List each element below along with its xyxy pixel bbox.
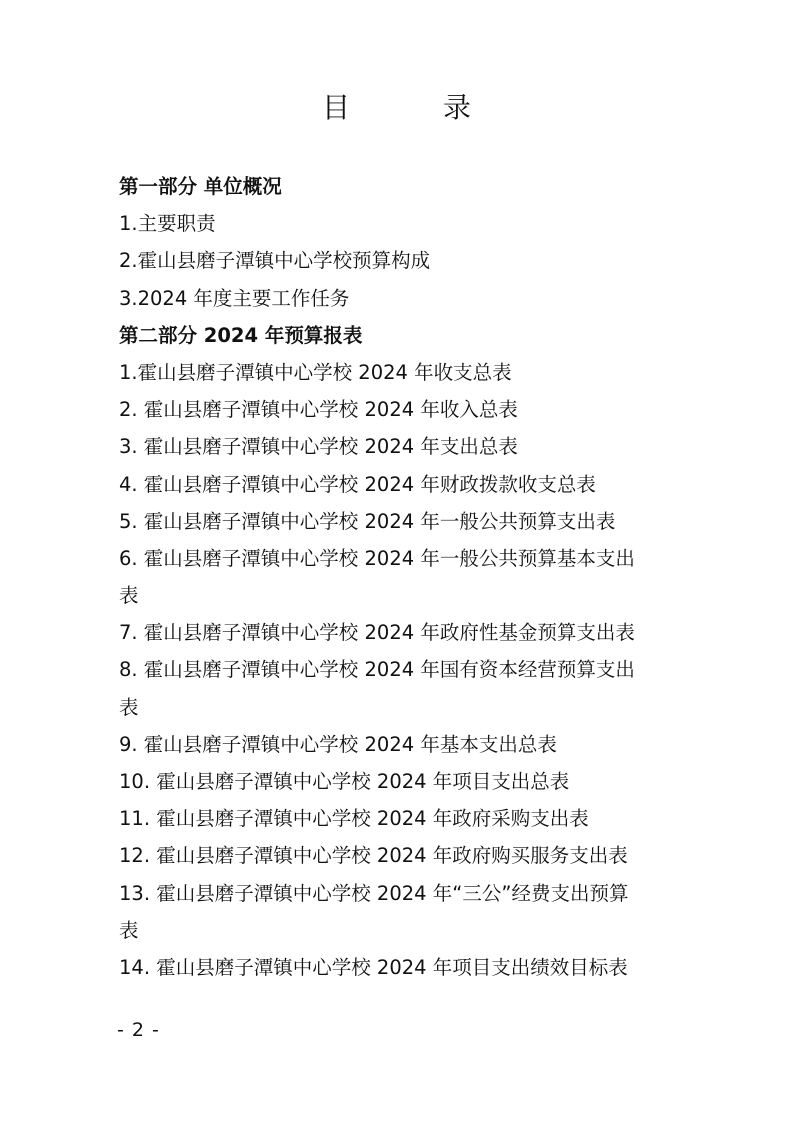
toc-line: 12. 霍山县磨子潭镇中心学校 2024 年政府购买服务支出表 <box>119 844 628 868</box>
toc-line: 1.主要职责 <box>119 212 216 236</box>
toc-line: 14. 霍山县磨子潭镇中心学校 2024 年项目支出绩效目标表 <box>119 955 628 979</box>
toc-line: 10. 霍山县磨子潭镇中心学校 2024 年项目支出总表 <box>119 770 570 793</box>
page-number: - 2 - <box>117 1019 160 1041</box>
toc-line: 表 <box>119 584 139 608</box>
toc-line: 7. 霍山县磨子潭镇中心学校 2024 年政府性基金预算支出表 <box>119 621 635 645</box>
table-of-contents <box>119 168 679 986</box>
toc-line: 4. 霍山县磨子潭镇中心学校 2024 年财政拨款收支总表 <box>119 472 596 496</box>
toc-line: 13. 霍山县磨子潭镇中心学校 2024 年“三公”经费支出预算 <box>119 881 629 905</box>
toc-line: 1.霍山县磨子潭镇中心学校 2024 年收支总表 <box>119 360 512 384</box>
page-title: 目 录 <box>322 91 513 124</box>
toc-line: 3.2024 年度主要工作任务 <box>119 286 350 310</box>
toc-line: 第一部分 单位概况 <box>119 175 282 198</box>
toc-line: 表 <box>119 695 139 719</box>
toc-line: 2. 霍山县磨子潭镇中心学校 2024 年收入总表 <box>119 398 518 422</box>
toc-line: 第二部分 2024 年预算报表 <box>119 323 363 347</box>
toc-line: 2.霍山县磨子潭镇中心学校预算构成 <box>119 249 431 273</box>
toc-line: 6. 霍山县磨子潭镇中心学校 2024 年一般公共预算基本支出 <box>119 546 635 570</box>
toc-line: 3. 霍山县磨子潭镇中心学校 2024 年支出总表 <box>119 435 518 459</box>
toc-line: 8. 霍山县磨子潭镇中心学校 2024 年国有资本经营预算支出 <box>119 658 635 682</box>
toc-line: 9. 霍山县磨子潭镇中心学校 2024 年基本支出总表 <box>119 732 557 756</box>
toc-line: 表 <box>119 918 139 942</box>
toc-line: 5. 霍山县磨子潭镇中心学校 2024 年一般公共预算支出表 <box>119 509 616 533</box>
toc-line: 11. 霍山县磨子潭镇中心学校 2024 年政府采购支出表 <box>119 807 589 831</box>
